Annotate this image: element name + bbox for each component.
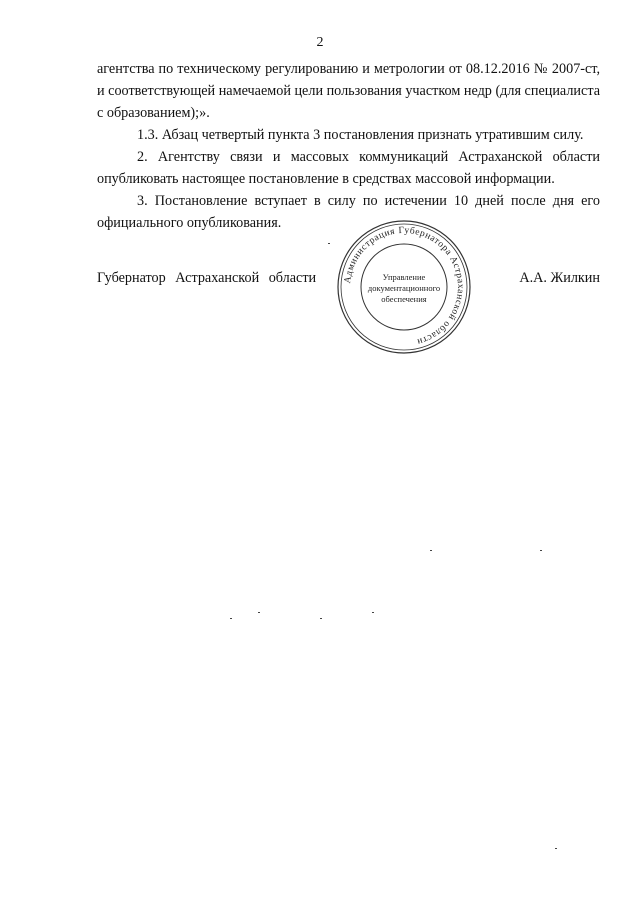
paragraph-continuation: агентства по техническому регулированию и метрологии от 08.12.2016 № 2007-ст, и соответствующей намечаемой цели пользования участком недр (для специалиста с образованием);». bbox=[97, 61, 600, 121]
scan-speck bbox=[328, 243, 330, 244]
scan-speck bbox=[430, 550, 432, 551]
scan-speck bbox=[320, 618, 322, 619]
scan-speck bbox=[230, 618, 232, 619]
stamp-outer-text: Администрация Губернатора Астраханской области bbox=[343, 225, 466, 347]
signatory-title: Губернатор Астраханской области bbox=[97, 270, 317, 286]
scan-speck bbox=[258, 612, 260, 613]
stamp-inner-line-3: обеспечения bbox=[381, 294, 427, 304]
page-number: 2 bbox=[316, 35, 324, 50]
official-seal-stamp bbox=[334, 217, 474, 357]
paragraph-1-3: 1.3. Абзац четвертый пункта 3 постановления признать утратившим силу. bbox=[137, 127, 584, 143]
scan-speck bbox=[372, 612, 374, 613]
scan-speck bbox=[555, 848, 557, 849]
stamp-inner-line-2: документационного bbox=[367, 283, 441, 293]
paragraph-3: 3. Постановление вступает в силу по истечении 10 дней после дня его официального опубликования. bbox=[97, 193, 600, 231]
signatory-name: А.А. Жилкин bbox=[519, 270, 600, 286]
paragraph-2: 2. Агентству связи и массовых коммуникаций Астраханской области опубликовать настоящее постановление в средствах массовой информации. bbox=[97, 149, 600, 187]
document-body bbox=[97, 58, 600, 234]
scan-speck bbox=[540, 550, 542, 551]
stamp-inner-line-1: Управление bbox=[382, 272, 426, 282]
